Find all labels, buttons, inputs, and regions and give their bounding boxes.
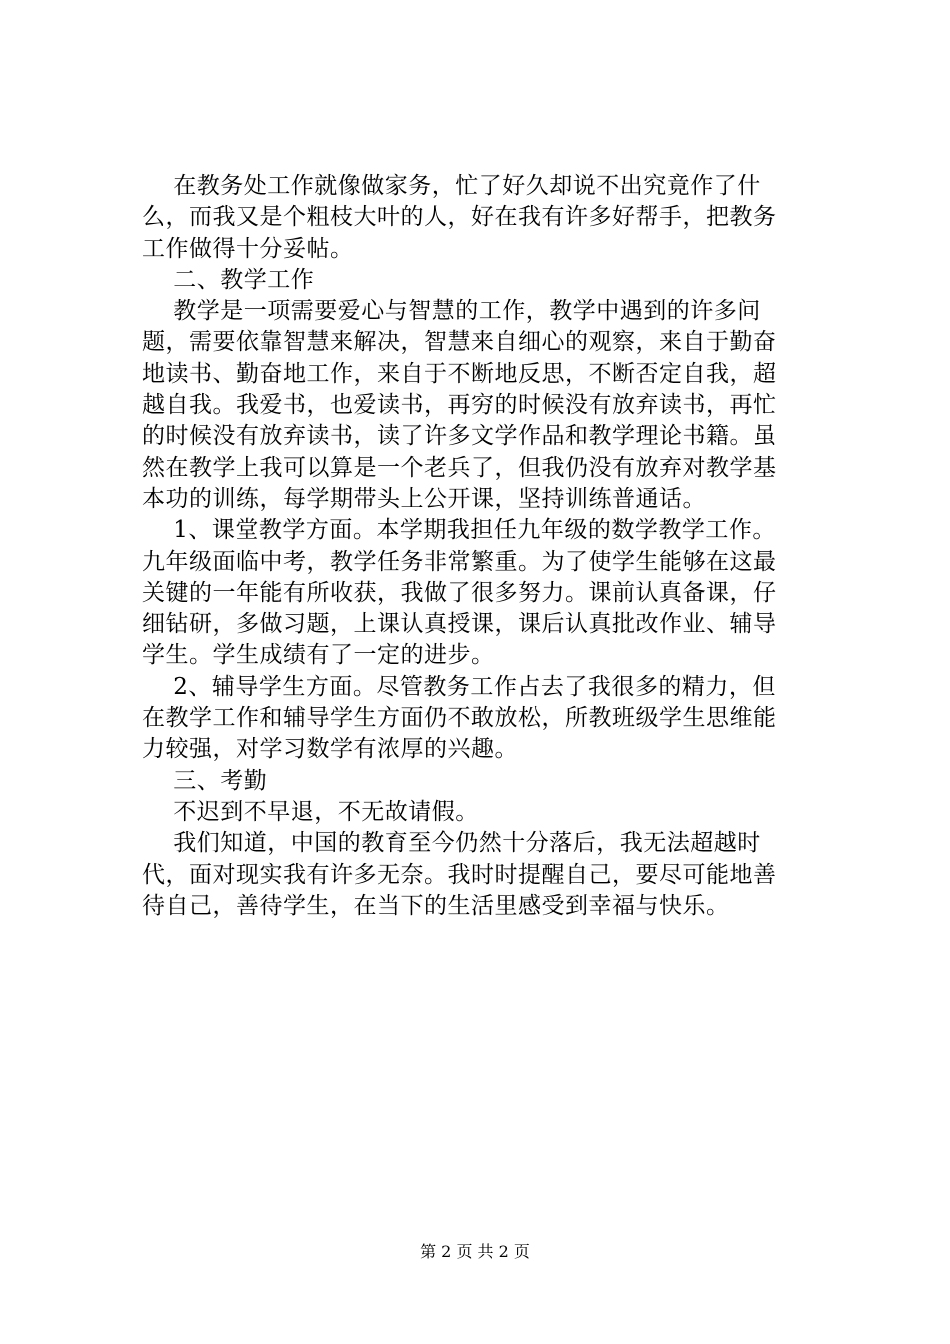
text-line: 题，需要依靠智慧来解决，智慧来自细心的观察，来自于勤奋 <box>142 329 777 356</box>
text-line: 工作做得十分妥帖。 <box>142 235 354 262</box>
text-line: 么，而我又是个粗枝大叶的人，好在我有许多好帮手，把教务 <box>142 204 777 231</box>
text-line: 越自我。我爱书，也爱读书，再穷的时候没有放弃读书，再忙 <box>142 392 777 419</box>
document-body <box>142 171 832 922</box>
text-line: 不迟到不早退，不无故请假。 <box>142 798 479 825</box>
section-heading: 二、教学工作 <box>142 266 315 293</box>
text-line: 在教学工作和辅导学生方面仍不敢放松，所教班级学生思维能 <box>142 705 777 732</box>
text-line: 本功的训练，每学期带头上公开课，坚持训练普通话。 <box>142 485 706 512</box>
text-line: 1、课堂教学方面。本学期我担任九年级的数学教学工作。 <box>142 517 776 544</box>
text-line: 待自己，善待学生，在当下的生活里感受到幸福与快乐。 <box>142 892 730 919</box>
text-line: 的时候没有放弃读书，读了许多文学作品和教学理论书籍。虽 <box>142 423 777 450</box>
text-line: 教学是一项需要爱心与智慧的工作，教学中遇到的许多问 <box>142 298 761 325</box>
text-line: 代，面对现实我有许多无奈。我时时提醒自己，要尽可能地善 <box>142 861 777 888</box>
text-line: 学生。学生成绩有了一定的进步。 <box>142 642 495 669</box>
text-line: 我们知道，中国的教育至今仍然十分落后，我无法超越时 <box>142 830 761 857</box>
section-heading: 三、考勤 <box>142 767 268 794</box>
text-line: 地读书、勤奋地工作，来自于不断地反思，不断否定自我，超 <box>142 360 777 387</box>
text-line: 然在教学上我可以算是一个老兵了，但我仍没有放弃对教学基 <box>142 454 777 481</box>
text-line: 关键的一年能有所收获，我做了很多努力。课前认真备课，仔 <box>142 579 777 606</box>
text-line: 2、辅导学生方面。尽管教务工作占去了我很多的精力，但 <box>142 673 776 700</box>
text-line: 在教务处工作就像做家务，忙了好久却说不出究竟作了什 <box>142 173 761 199</box>
page-footer: 第 2 页 共 2 页 <box>420 1242 530 1261</box>
text-line: 力较强，对学习数学有浓厚的兴趣。 <box>142 736 518 763</box>
text-line: 细钻研，多做习题，上课认真授课，课后认真批改作业、辅导 <box>142 611 777 638</box>
text-line: 九年级面临中考，教学任务非常繁重。为了使学生能够在这最 <box>142 548 777 575</box>
